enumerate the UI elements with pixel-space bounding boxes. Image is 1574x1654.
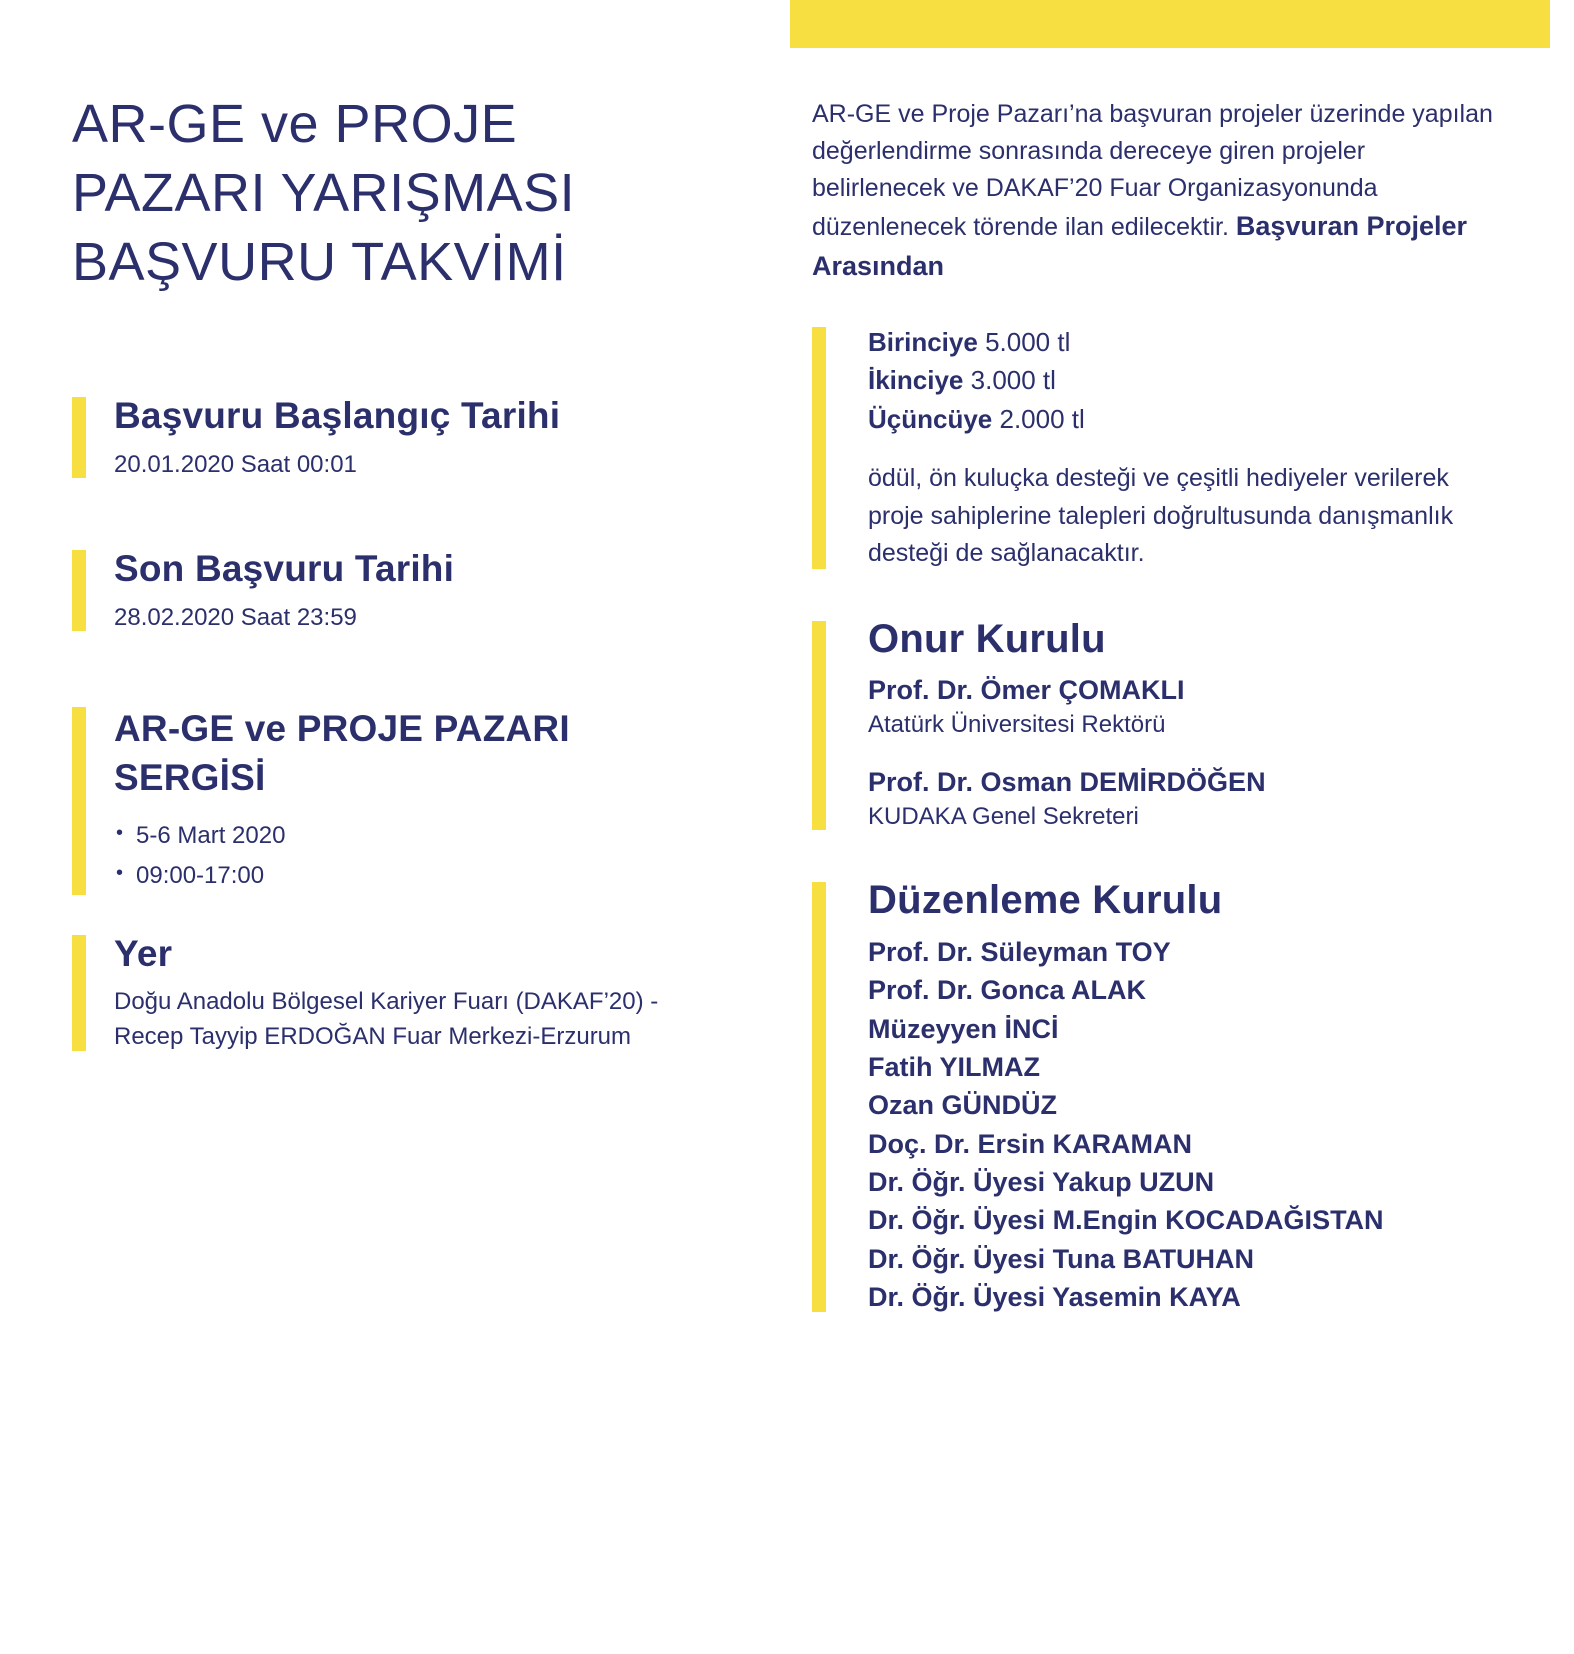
block-prizes [812, 323, 1504, 573]
board-member: Dr. Öğr. Üyesi Tuna BATUHAN [868, 1243, 1255, 1274]
board-member: Dr. Öğr. Üyesi M.Engin KOCADAĞISTAN [868, 1205, 1384, 1236]
board-member: Doç. Dr. Ersin KARAMAN [868, 1128, 1193, 1159]
person-name: Prof. Dr. Osman DEMİRDÖĞEN [868, 766, 1266, 797]
block-subtext: 20.01.2020 Saat 00:01 [114, 450, 357, 478]
board-member: Fatih YILMAZ [868, 1051, 1040, 1082]
intro-paragraph [812, 96, 1504, 287]
block-heading: Son Başvuru Tarihi [114, 548, 455, 590]
block-heading: Başvuru Başlangıç Tarihi [114, 395, 561, 437]
intro-bold-text: Başvuran Projeler Arasından [812, 211, 1468, 281]
prize-rank: İkinciye [868, 365, 964, 396]
person-role: KUDAKA Genel Sekreteri [868, 803, 1139, 831]
board-member: Prof. Dr. Süleyman TOY [868, 936, 1171, 967]
board-member: Müzeyyen İNCİ [868, 1013, 1059, 1044]
block-subtext: 28.02.2020 Saat 23:59 [114, 603, 357, 631]
block-exhibition [72, 705, 700, 897]
block-subtext: Doğu Anadolu Bölgesel Kariyer Fuarı (DAKAF’20) - Recep Tayyip ERDOĞAN Fuar Merkezi-Erzurum [114, 988, 659, 1051]
page-title [72, 90, 700, 297]
block-venue [72, 931, 700, 1055]
block-heading: Yer [114, 933, 173, 975]
intro-text: AR-GE ve Proje Pazarı’na başvuran projeler üzerinde yapılan değerlendirme sonrasında dereceye giren projeler belirlenecek ve DAKAF’20 Fuar Organizasyonunda düzenlenecek törende ilan edilecektir. [812, 100, 1493, 241]
block-honor-board [812, 617, 1504, 834]
prize-row [868, 361, 1504, 399]
section-heading: Düzenleme Kurulu [868, 877, 1223, 922]
board-member: Dr. Öğr. Üyesi Yasemin KAYA [868, 1281, 1241, 1312]
left-column [0, 0, 760, 1654]
board-member: Ozan GÜNDÜZ [868, 1090, 1057, 1121]
block-application-deadline [72, 546, 700, 635]
prize-amount: 2.000 tl [999, 403, 1085, 434]
page-title-line-2: PAZARI YARIŞMASI [72, 163, 576, 224]
person-role: Atatürk Üniversitesi Rektörü [868, 711, 1166, 739]
prize-row [868, 400, 1504, 438]
list-item: • 09:00-17:00 [114, 856, 700, 897]
board-member: Dr. Öğr. Üyesi Yakup UZUN [868, 1166, 1215, 1197]
prize-row [868, 323, 1504, 361]
prize-amount: 3.000 tl [970, 365, 1056, 396]
page-title-line-1: AR-GE ve PROJE [72, 94, 518, 154]
right-column [760, 0, 1574, 1654]
board-member: Prof. Dr. Gonca ALAK [868, 975, 1147, 1006]
prize-note: ödül, ön kuluçka desteği ve çeşitli hediyeler verilerek proje sahiplerine talepleri doğrultusunda danışmanlık desteği de sağlanacaktır. [868, 464, 1454, 568]
prize-rank: Birinciye [868, 326, 978, 357]
section-heading: Onur Kurulu [868, 616, 1106, 661]
block-organizing-board [812, 878, 1504, 1316]
prize-rank: Üçüncüye [868, 403, 993, 434]
block-application-start-date [72, 393, 700, 482]
page-title-line-3: BAŞVURU TAKVİMİ [72, 232, 567, 293]
list-item: • 5-6 Mart 2020 [114, 816, 700, 857]
person-name: Prof. Dr. Ömer ÇOMAKLI [868, 674, 1185, 705]
block-heading: AR-GE ve PROJE PAZARI SERGİSİ [114, 708, 570, 798]
prize-amount: 5.000 tl [985, 326, 1071, 357]
exhibition-details-list [114, 816, 700, 898]
